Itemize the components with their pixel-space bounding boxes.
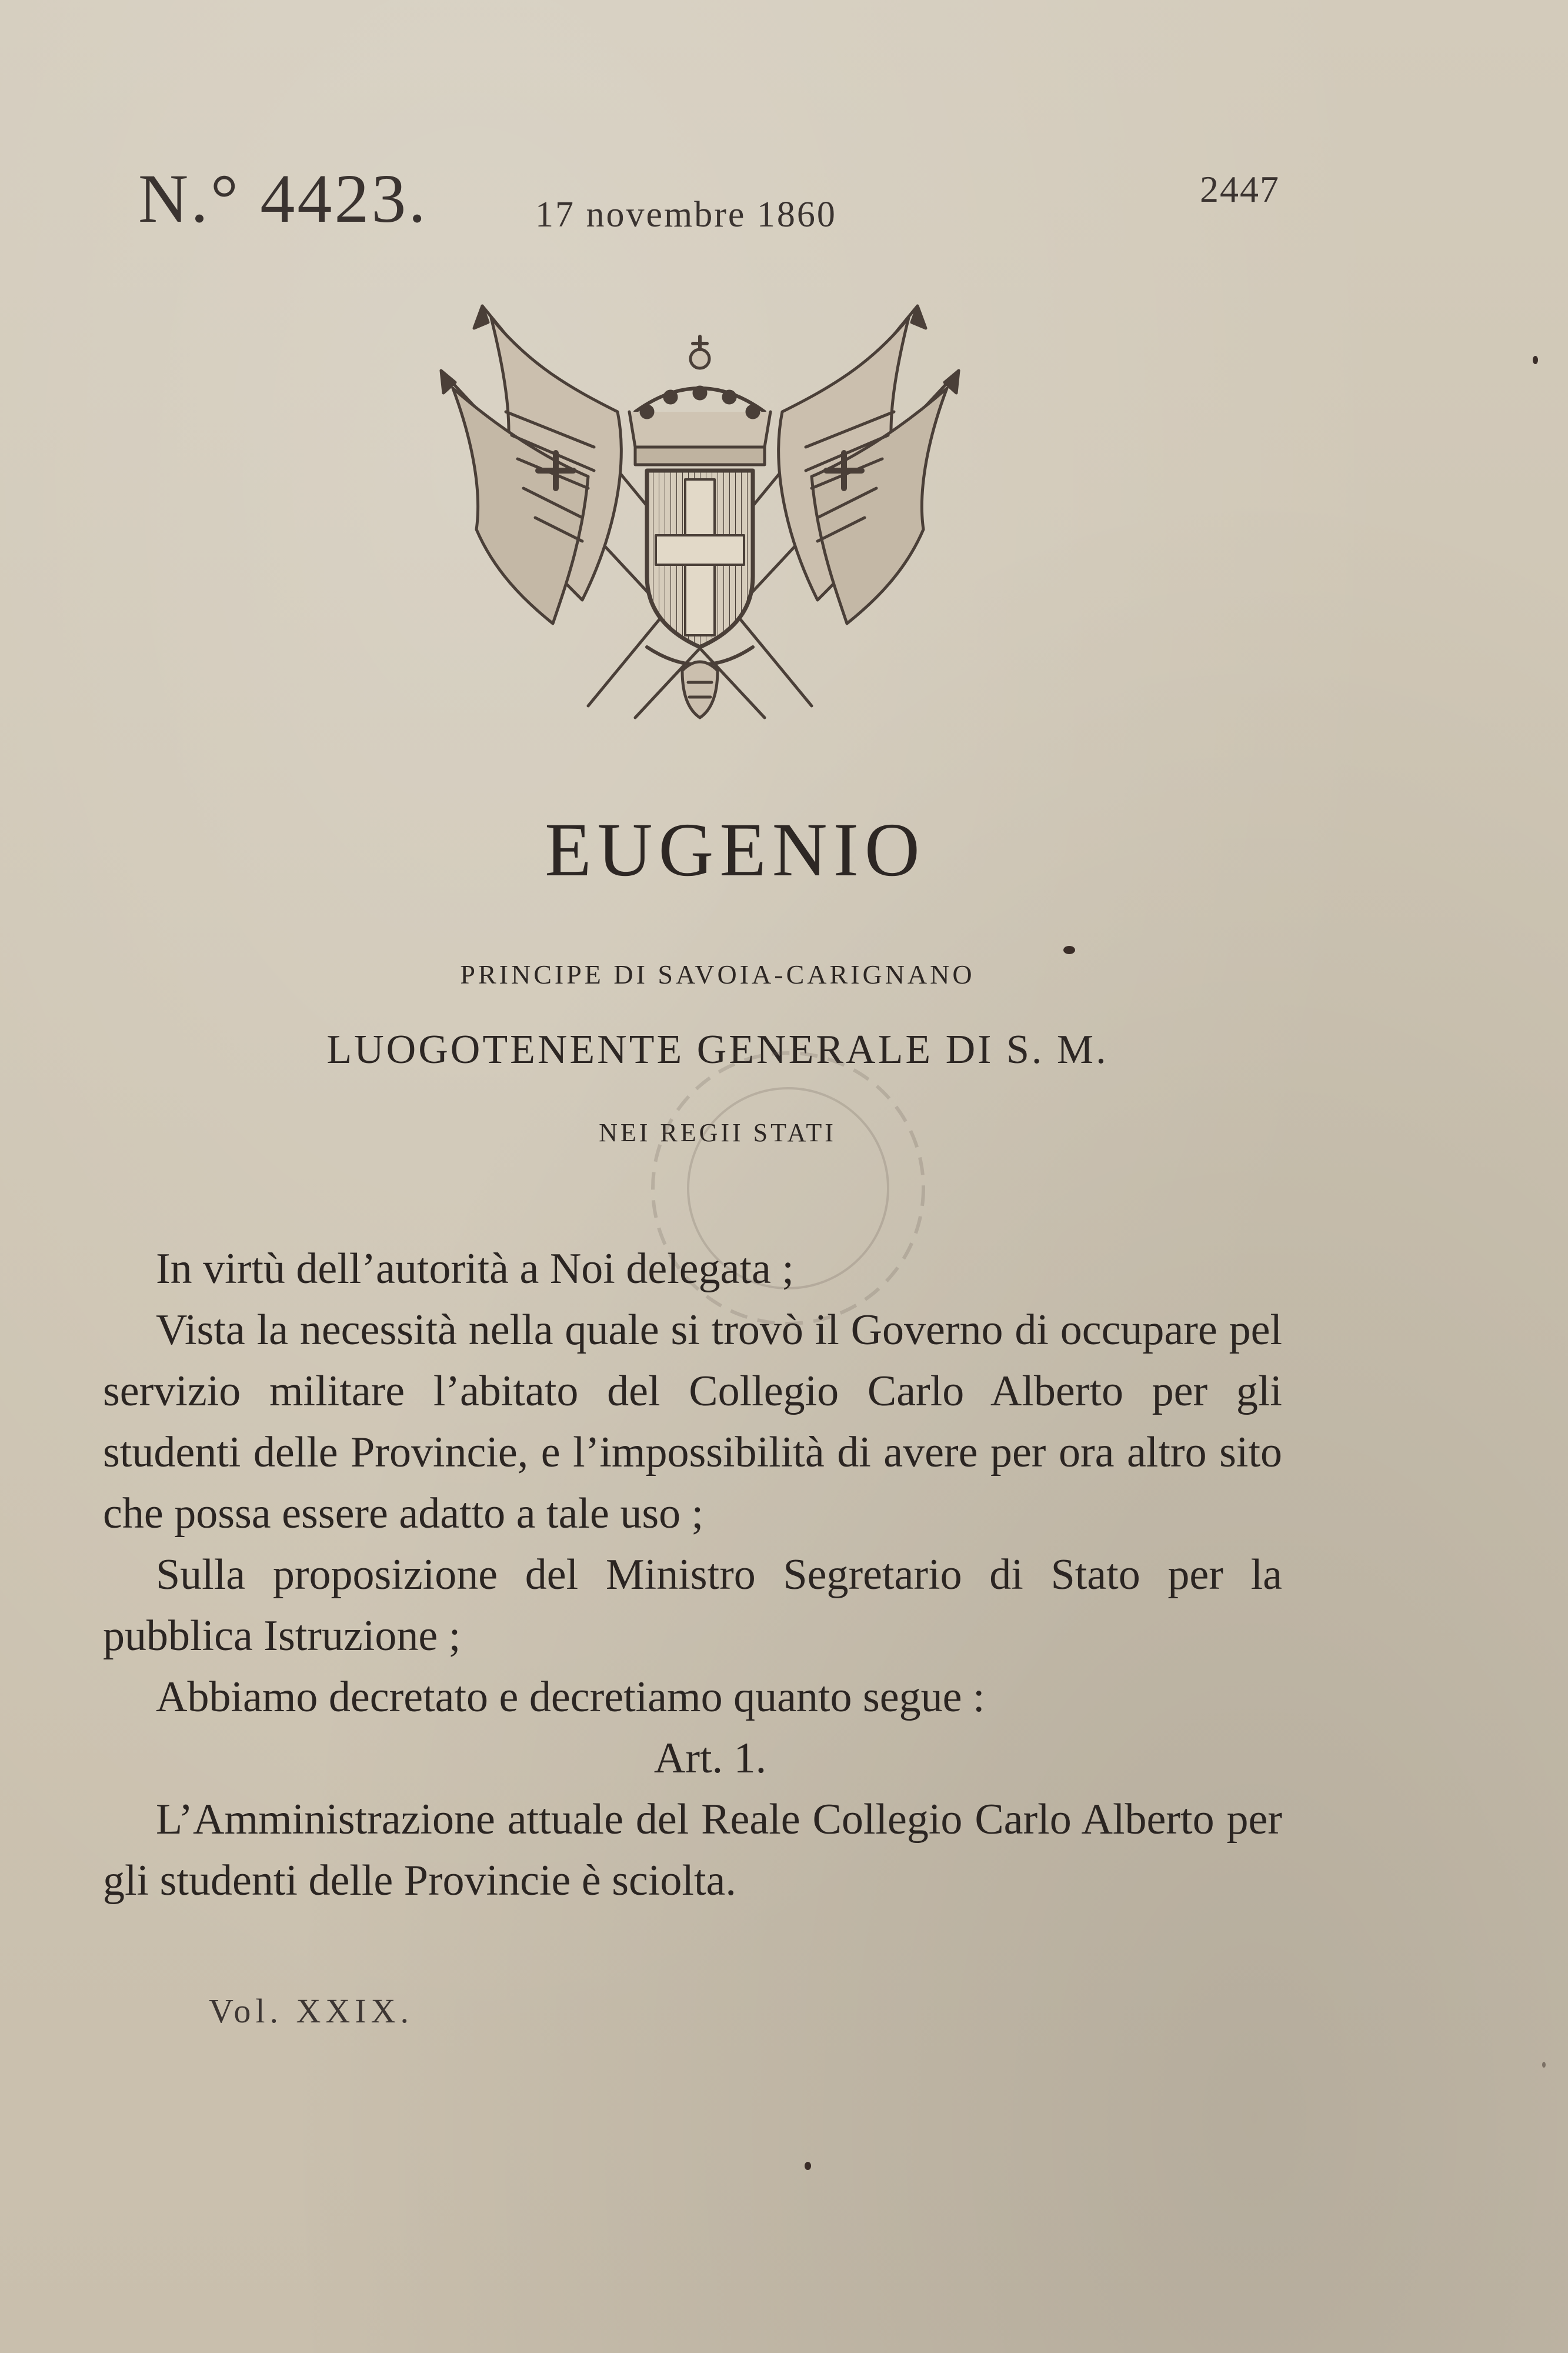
subtitle-regii-stati: NEI REGII STATI [599, 1118, 836, 1147]
paragraph-article-1: L’Amministrazione attuale del Reale Collegio Carlo Alberto per gli studenti delle Provincie è sciolta. [103, 1795, 1282, 1905]
page-number: 2447 [1200, 168, 1280, 210]
volume-label: Vol. XXIX. [209, 1992, 413, 2030]
savoy-coat-of-arms-icon [435, 294, 965, 741]
paragraph-proposal: Sulla proposizione del Ministro Segretario di Stato per la pubblica Istruzione ; [103, 1551, 1282, 1660]
decree-body [103, 1238, 1282, 1911]
decree-number: N.° 4423. [138, 160, 428, 237]
subtitle-principe: PRINCIPE DI SAVOIA-CARIGNANO [460, 959, 975, 989]
ink-speck [1542, 2062, 1546, 2068]
title-eugenio: EUGENIO [545, 808, 926, 892]
paragraph-authority: In virtù dell’autorità a Noi delegata ; [156, 1245, 794, 1293]
paragraph-necessity: Vista la necessità nella quale si trovò il Governo di occupare pel servizio militare l’abitato del Collegio Carlo Alberto per gli studenti delle Provincie, e l’impossibilità di avere per ora altro sito che possa essere adatto a tale uso ; [103, 1306, 1282, 1538]
article-heading: Art. 1. [653, 1734, 767, 1782]
ink-speck [805, 2162, 811, 2170]
ink-speck [1063, 946, 1075, 954]
decree-date: 17 novembre 1860 [535, 195, 837, 235]
ink-speck [1533, 356, 1538, 364]
paragraph-decree: Abbiamo decretato e decretiamo quanto segue : [156, 1673, 985, 1721]
subtitle-luogotenente: LUOGOTENENTE GENERALE DI S. M. [326, 1027, 1109, 1072]
